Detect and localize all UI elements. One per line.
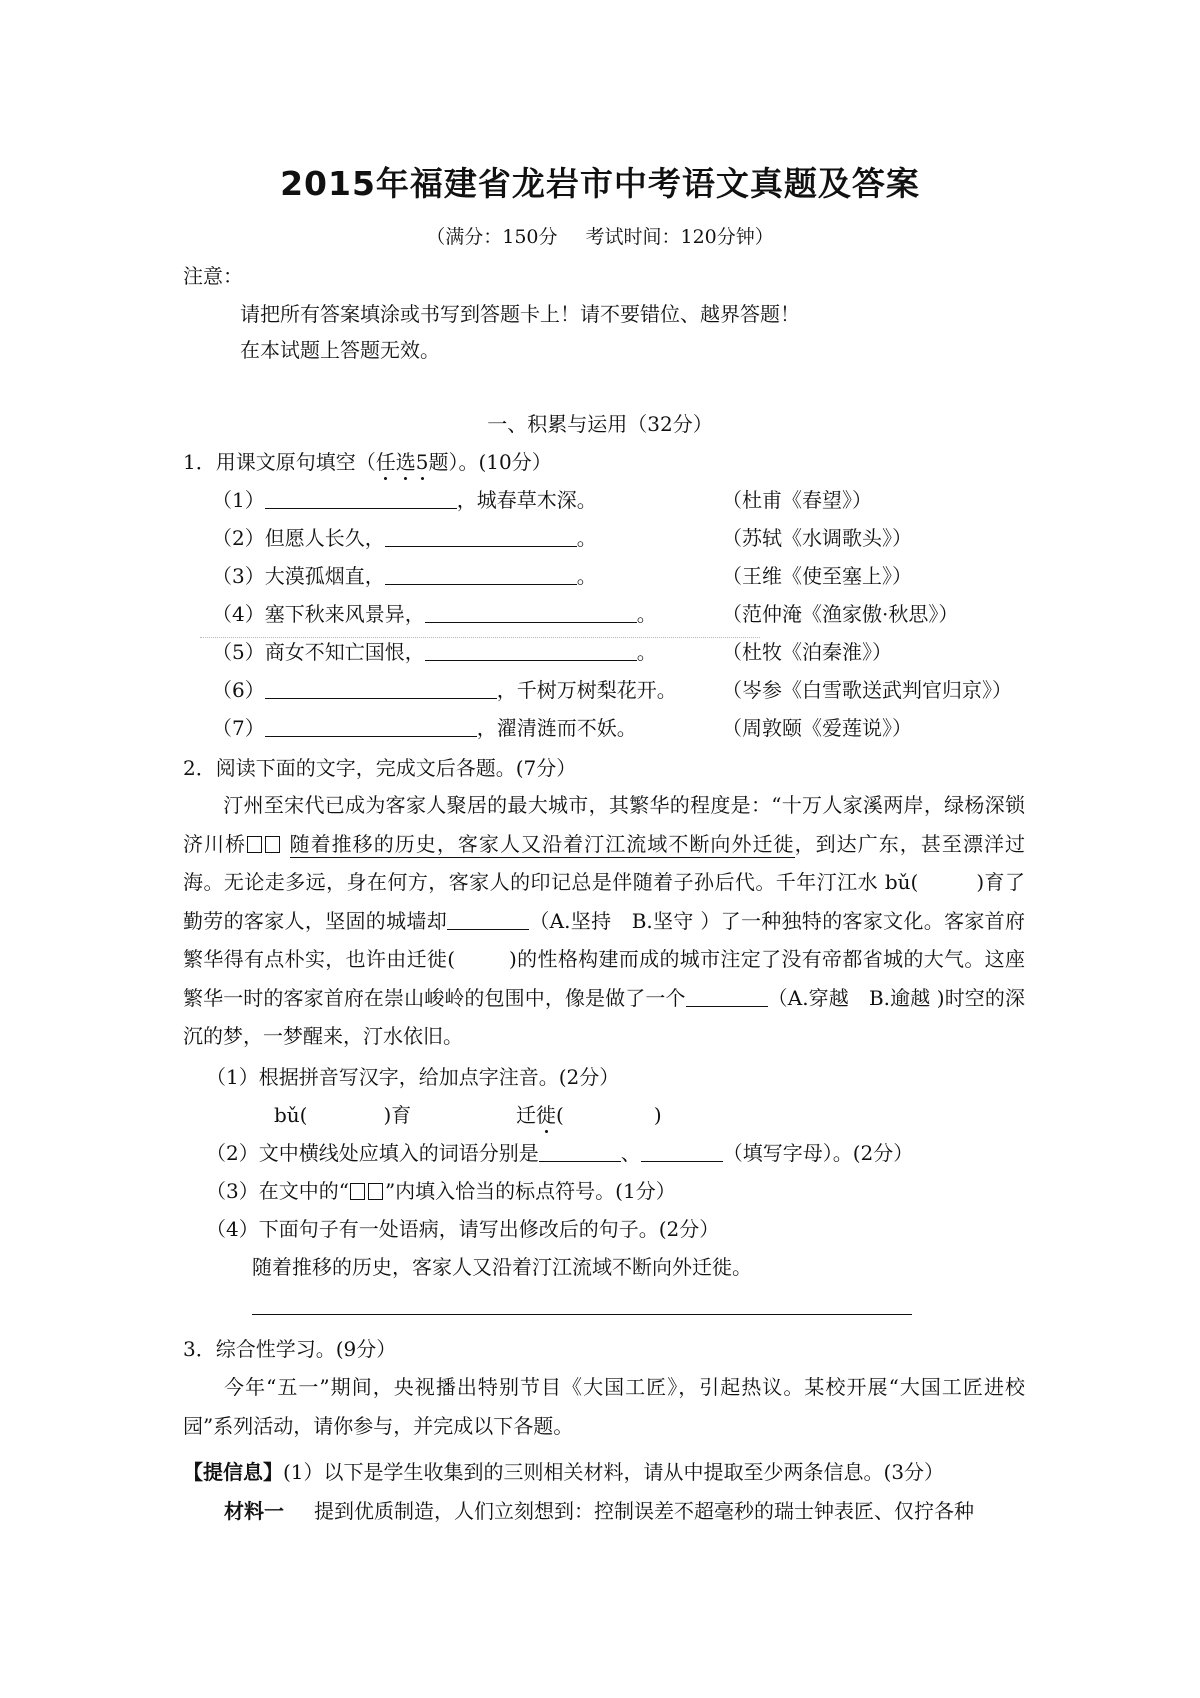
item-text: （3）在文中的“	[206, 1179, 349, 1203]
notice-label: 注意：	[183, 264, 243, 288]
item-text: 但愿人长久，	[264, 526, 385, 550]
q1-item	[212, 524, 597, 552]
q1-item	[212, 486, 597, 514]
q1-stem	[183, 448, 552, 476]
time-info: 考试时间：120分钟）	[585, 226, 774, 248]
notice-line-1: 请把所有答案填涂或书写到答题卡上！请不要错位、越界答题！	[240, 302, 800, 326]
q1-item	[212, 600, 657, 628]
q1-stem-dotted	[376, 450, 429, 474]
item-text: 。	[636, 640, 657, 664]
passage-text: 汀州至宋代已成为客家人聚居的最大城市，其繁华的程度是：“十万人家溪两岸，绿杨深锁济川桥	[183, 793, 1025, 856]
q1-stem-b: 题）。(10分）	[428, 450, 552, 474]
item-text: （2）文中横线处应填入的词语分别是	[206, 1141, 539, 1165]
dotted-char: 任	[375, 450, 396, 474]
item-num: （4）	[212, 602, 265, 626]
notice-line-2: 在本试题上答题无效。	[240, 338, 440, 362]
q1-item	[212, 676, 677, 704]
answer-blank[interactable]	[686, 986, 768, 1007]
item-text: 商女不知亡国恨，	[264, 640, 425, 664]
item-text: 塞下秋来风景异，	[264, 602, 425, 626]
q2-sub4: （4）下面句子有一处语病，请写出修改后的句子。(2分）	[206, 1217, 720, 1241]
page-title: 2015年福建省龙岩市中考语文真题及答案	[280, 164, 920, 203]
material-label: 材料一	[224, 1499, 284, 1523]
task-tag: 【提信息】	[183, 1460, 283, 1484]
passage-text: )育了勤劳的客家人，坚固的城墙却	[183, 870, 1025, 933]
item-num: （3）	[212, 564, 265, 588]
item-num: （7）	[212, 716, 265, 740]
item-text: 大漠孤烟直，	[264, 564, 385, 588]
q2-sub1-a	[274, 1101, 411, 1129]
item-text: ，城春草木深。	[456, 488, 597, 512]
q1-item	[212, 714, 637, 742]
answer-blank[interactable]	[385, 526, 577, 547]
item-text: （填写字母）。(2分）	[722, 1141, 914, 1165]
answer-blank[interactable]	[641, 1141, 723, 1162]
underlined-sentence: 随着推移的历史，客家人又沿着汀江流域不断向外迁徙	[289, 831, 795, 856]
punct-box[interactable]	[265, 836, 280, 853]
passage-text: )的性格构建而成的城市注定了没有帝都省城的大气。这座繁华一时的客家首府在崇山峻岭的包围中，像是做了一个	[183, 947, 1025, 1010]
passage-text: 今年“五一”期间，央视播出特别节目《大国工匠》，引起热议。某校开展“大国工匠进校园”系列活动，请你参与，并完成以下各题。	[183, 1375, 1025, 1438]
item-text: ”内填入恰当的标点符号。(1分）	[384, 1179, 676, 1203]
item-text: 。	[576, 564, 597, 588]
item-text: ，千树万树梨花开。	[496, 678, 677, 702]
dotted-char: 5	[415, 450, 429, 474]
item-source: （岑参《白雪歌送武判官归京》）	[722, 678, 1012, 702]
q3-stem: 3．综合性学习。(9分）	[183, 1337, 397, 1361]
passage-text: （A.坚持 B.坚守 ）了一种独特的客家文化。客家首府繁华得有点朴实，也许由迁徙(	[183, 908, 1025, 971]
q2-sub1: （1）根据拼音写汉字，给加点字注音。(2分）	[206, 1065, 620, 1089]
q3-task	[183, 1458, 944, 1486]
item-source: （周敦颐《爱莲说》）	[722, 716, 912, 740]
q2-passage	[183, 786, 1025, 1056]
item-text: (1）以下是学生收集到的三则相关材料，请从中提取至少两条信息。(3分）	[283, 1460, 945, 1484]
score-info: （满分：150分	[426, 226, 558, 248]
item-source: （杜甫《春望》）	[722, 488, 872, 512]
q1-item	[212, 562, 597, 590]
q3-intro	[183, 1368, 1025, 1445]
punct-box	[350, 1183, 365, 1200]
q3-material	[224, 1497, 974, 1525]
item-text: (	[556, 1103, 564, 1127]
item-source: （王维《使至塞上》）	[722, 564, 912, 588]
item-num: （5）	[212, 640, 265, 664]
item-num: （6）	[212, 678, 265, 702]
section-title: 一、积累与运用（32分）	[487, 412, 713, 436]
item-source: （杜牧《泊秦淮》）	[722, 640, 892, 664]
pinyin: bǔ(	[274, 1103, 308, 1127]
passage-text: （A.穿越 B.逾越 )时空的深沉的梦，一梦醒来，汀水依旧。	[183, 985, 1026, 1048]
item-source: （苏轼《水调歌头》）	[722, 526, 912, 550]
item-text: 、	[620, 1141, 641, 1165]
item-num: （2）	[212, 526, 265, 550]
item-source: （范仲淹《渔家傲·秋思》）	[722, 602, 959, 626]
punct-box	[368, 1183, 383, 1200]
q2-sub4-sentence: 随着推移的历史，客家人又沿着汀江流域不断向外迁徙。	[252, 1255, 752, 1279]
answer-blank[interactable]	[447, 909, 529, 930]
item-num: （1）	[212, 488, 265, 512]
punct-box[interactable]	[247, 836, 262, 853]
dotted-char: 徙	[536, 1103, 556, 1127]
answer-blank[interactable]	[385, 564, 577, 585]
q1-stem-a: 1．用课文原句填空（	[183, 450, 376, 474]
answer-blank[interactable]	[425, 640, 637, 661]
answer-blank[interactable]	[265, 678, 497, 699]
q2-sub1-b	[516, 1101, 662, 1129]
material-text: 提到优质制造，人们立刻想到：控制误差不超毫秒的瑞士钟表匠、仅拧各种	[314, 1499, 974, 1523]
answer-blank[interactable]	[539, 1141, 621, 1162]
answer-blank[interactable]	[265, 716, 477, 737]
item-text: 。	[576, 526, 597, 550]
answer-line[interactable]	[252, 1314, 912, 1315]
q2-stem: 2．阅读下面的文字，完成文后各题。(7分）	[183, 756, 577, 780]
item-text: )育	[383, 1103, 412, 1127]
item-text: 迁	[516, 1103, 536, 1127]
answer-blank[interactable]	[425, 602, 637, 623]
q1-item	[212, 638, 657, 666]
passage-text: ，到达广东，甚至漂洋过海。无论走多远，身在何方，客家人的印记总是伴随着子孙后代。千年汀江水 bǔ(	[183, 831, 1026, 894]
dotted-char: 选	[395, 450, 416, 474]
item-text: 。	[636, 602, 657, 626]
exam-info	[0, 222, 1200, 249]
q2-sub3	[206, 1177, 676, 1205]
answer-blank[interactable]	[265, 488, 457, 509]
item-text: )	[653, 1103, 662, 1127]
item-text: ，濯清涟而不妖。	[476, 716, 637, 740]
q2-sub2	[206, 1139, 913, 1167]
